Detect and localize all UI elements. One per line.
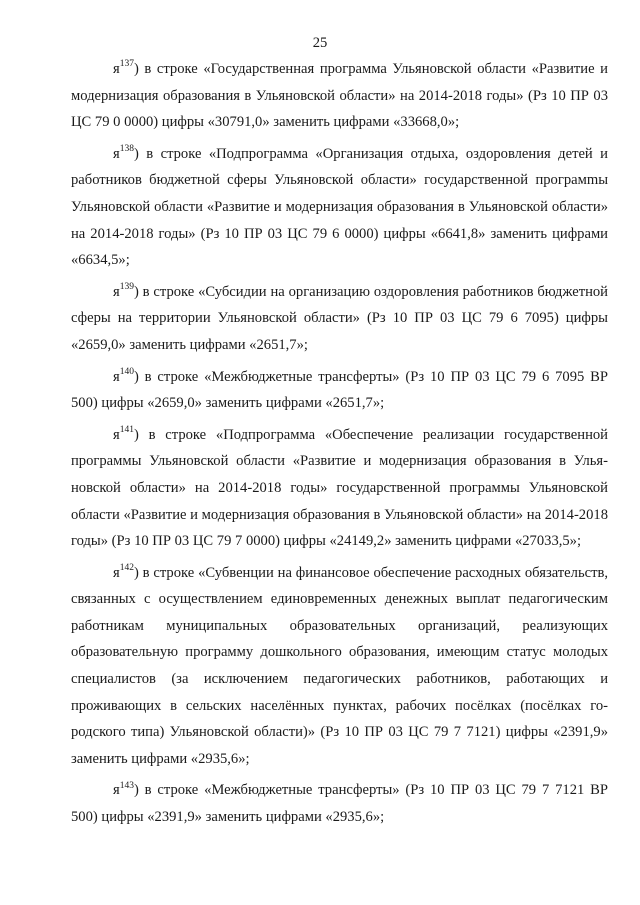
item-letter: я	[113, 368, 120, 385]
item-letter: я	[113, 564, 120, 581]
item-text: ) в строке «Подпрограмма «Обеспечение реализации государственной программы Ульяновской области «Развитие и модернизация образования в Ульяновской области» на 2014-2018 годы» государственной программы Ульяновской области «Развитие и модернизация образования в Ульяновской области» на 2014-2018 годы» (Рз 10 ПР 03 ЦС 79 7 0000) цифры «24149,2» заменить цифрами «27033,5»;	[71, 426, 608, 550]
item-marker	[113, 61, 134, 77]
item-letter: я	[113, 61, 120, 77]
item-index: 137	[119, 59, 134, 70]
item-index: 139	[119, 281, 134, 292]
item-text: ) в строке «Государственная программа Ульяновской области «Развитие и модернизация образования в Ульяновской области» на 2014-2018 годы» (Рз 10 ПР 03 ЦС 79 0 0000) цифры «30791,0» заменить цифрами «33668,0»;	[71, 61, 608, 131]
item-marker	[113, 562, 134, 581]
page-number: 25	[312, 35, 328, 51]
item-text: ) в строке «Субвенции на финансовое обеспечение расходных обязательств, связанных с осуществлением единовременных денежных выплат педагогическим работникам муниципальных образовательных организаций, реализующих образовательную программу дошкольного образования, имеющим статус молодых специалистов (за исключением педагогических работников, работающих и проживающих в сельских населённых пунктах, рабочих посёлках (посёлках городского типа) Ульяновской области)» (Рз 10 ПР 03 ЦС 79 7 7121) цифры «2391,9» заменить цифрами «2935,6»;	[71, 564, 608, 767]
amendment-item-137	[71, 56, 608, 136]
item-index: 142	[119, 562, 134, 573]
item-marker	[113, 424, 134, 443]
item-letter: я	[113, 782, 120, 799]
amendment-item-143	[71, 777, 608, 830]
item-text: ) в строке «Межбюджетные трансферты» (Рз 10 ПР 03 ЦС 79 6 7095 ВР 500) цифры «2659,0» заменить цифрами «2651,7»;	[71, 368, 608, 412]
item-index: 138	[119, 143, 134, 154]
item-index: 141	[119, 424, 134, 435]
amendment-item-139	[71, 279, 608, 359]
item-marker	[113, 366, 134, 385]
amendment-item-140	[71, 364, 608, 417]
item-index: 140	[119, 366, 134, 377]
item-marker	[113, 782, 134, 798]
item-marker	[113, 143, 134, 162]
item-letter: я	[113, 426, 120, 443]
amendment-item-141	[71, 422, 608, 555]
amendment-item-138	[71, 141, 608, 274]
item-text: ) в строке «Межбюджетные трансферты» (Рз 10 ПР 03 ЦС 79 7 7121 ВР 500) цифры «2391,9» заменить цифрами «2935,6»;	[71, 782, 608, 826]
item-letter: я	[113, 145, 120, 162]
item-index: 143	[119, 780, 134, 791]
document-body	[71, 56, 608, 836]
item-text: ) в строке «Субсидии на организацию оздоровления работников бюджетной сферы на территории Ульяновской области» (Рз 10 ПР 03 ЦС 79 6 7095) цифры «2659,0» заменить цифрами «2651,7»;	[71, 283, 608, 353]
item-letter: я	[113, 283, 120, 300]
item-text: ) в строке «Подпрограмма «Организация отдыха, оздоровления детей и работников бюджетной сферы Ульяновской области» государственной програмmы Ульяновской области «Развитие и модернизация образования в Ульяновской области» на 2014-2018 годы» (Рз 10 ПР 03 ЦС 79 6 0000) цифры «6641,8» заменить цифрами «6634,5»;	[71, 145, 608, 269]
item-marker	[113, 281, 134, 300]
amendment-item-142	[71, 560, 608, 773]
